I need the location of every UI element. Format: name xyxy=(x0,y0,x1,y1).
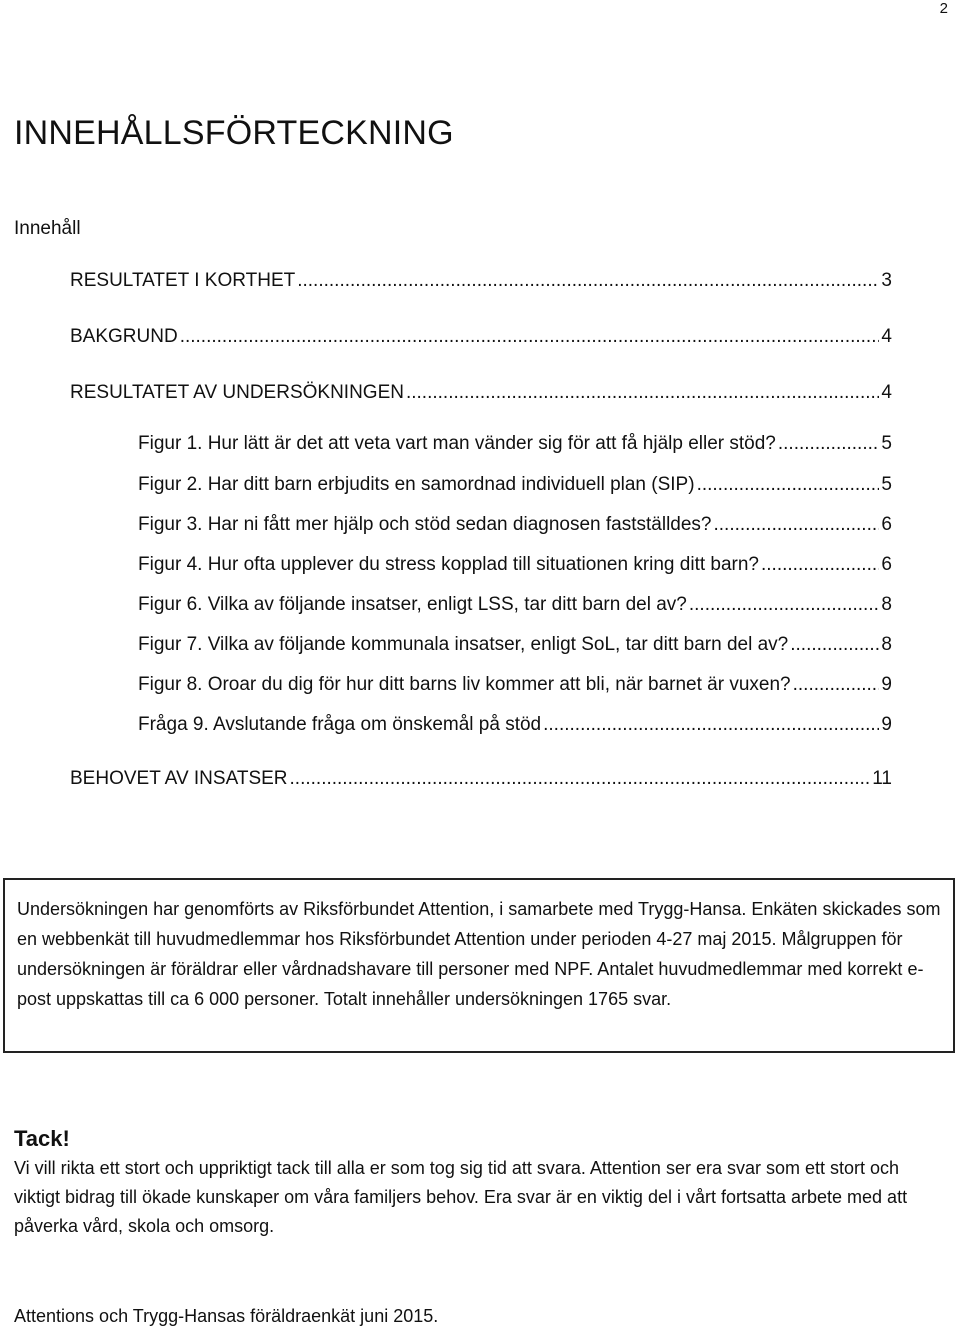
toc-entry-figur-6[interactable] xyxy=(138,594,892,616)
toc-leader xyxy=(297,270,879,292)
toc-leader xyxy=(180,326,880,348)
toc-entry-label: Figur 7. Vilka av följande kommunala insatser, enligt SoL, tar ditt barn del av? xyxy=(138,634,789,655)
thanks-paragraph: Vi vill rikta ett stort och uppriktigt tack till alla er som tog sig tid att svara. Attention ser era svar som ett stort och viktigt bidrag till ökade kunskaper om våra familjers behov. Era svar är en viktig del i vårt fortsatta arbete med att påverka vård, skola och omsorg. xyxy=(14,1158,908,1236)
toc-entry-label: BEHOVET AV INSATSER xyxy=(70,768,288,789)
toc-entry-figur-7[interactable] xyxy=(138,634,892,656)
toc-entry-page: 6 xyxy=(881,554,892,575)
toc-entry-label: RESULTATET AV UNDERSÖKNINGEN xyxy=(70,382,404,403)
toc-entry-figur-1[interactable] xyxy=(138,433,892,455)
page-title: INNEHÅLLSFÖRTECKNING xyxy=(14,114,454,152)
survey-info-box xyxy=(3,878,955,1053)
toc-leader xyxy=(689,594,880,616)
page-number: 2 xyxy=(939,0,948,17)
toc-leader xyxy=(714,514,880,536)
toc-entry-resultatet-av-undersokningen[interactable] xyxy=(70,382,892,404)
toc-entry-label: RESULTATET I KORTHET xyxy=(70,270,296,291)
toc-entry-label: Fråga 9. Avslutande fråga om önskemål på stöd xyxy=(138,714,542,735)
toc-entry-page: 11 xyxy=(872,768,892,789)
toc-entry-label: Figur 8. Oroar du dig för hur ditt barns liv kommer att bli, när barnet är vuxen? xyxy=(138,674,791,695)
survey-info-text: Undersökningen har genomförts av Riksförbundet Attention, i samarbete med Trygg-Hansa. Enkäten skickades som en webbenkät till huvudmedlemmar hos Riksförbundet Attention under perioden 4-27 maj 2015. Målgruppen för undersökningen är föräldrar eller vårdnadshavare till personer med NPF. Antalet huvudmedlemmar med korrekt e-post uppskattas till ca 6 000 personer. Totalt innehåller undersökningen 1765 svar. xyxy=(17,899,941,1009)
toc-entry-page: 5 xyxy=(881,433,892,454)
toc-entry-figur-2[interactable] xyxy=(138,474,892,496)
toc-leader xyxy=(290,768,871,790)
toc-entry-page: 4 xyxy=(881,382,892,403)
toc-entry-page: 9 xyxy=(881,674,892,695)
thanks-heading: Tack! xyxy=(14,1126,70,1151)
toc-entry-fraga-9[interactable] xyxy=(138,714,892,736)
toc-entry-label: Figur 6. Vilka av följande insatser, enligt LSS, tar ditt barn del av? xyxy=(138,594,687,615)
toc-entry-page: 6 xyxy=(881,514,892,535)
toc-entry-bakgrund[interactable] xyxy=(70,326,892,348)
toc-entry-figur-8[interactable] xyxy=(138,674,892,696)
toc-leader xyxy=(793,674,880,696)
toc-entry-label: Figur 1. Hur lätt är det att veta vart man vänder sig för att få hjälp eller stöd? xyxy=(138,433,776,454)
toc-leader xyxy=(761,554,879,576)
toc-entry-page: 8 xyxy=(881,594,892,615)
toc-leader xyxy=(790,634,879,656)
toc-leader xyxy=(406,382,879,404)
toc-entry-behovet-av-insatser[interactable] xyxy=(70,768,892,790)
toc-entry-page: 5 xyxy=(881,474,892,495)
toc-entry-page: 4 xyxy=(881,326,892,347)
toc-entry-figur-4[interactable] xyxy=(138,554,892,576)
toc-entry-label: Figur 4. Hur ofta upplever du stress kopplad till situationen kring ditt barn? xyxy=(138,554,759,575)
toc-entry-label: Figur 2. Har ditt barn erbjudits en samordnad individuell plan (SIP) xyxy=(138,474,695,495)
toc-entry-label: Figur 3. Har ni fått mer hjälp och stöd sedan diagnosen fastställdes? xyxy=(138,514,712,535)
toc-entry-resultatet-i-korthet[interactable] xyxy=(70,270,892,292)
toc-entry-page: 9 xyxy=(881,714,892,735)
footer-note: Attentions och Trygg-Hansas föräldraenkät juni 2015. xyxy=(14,1306,439,1326)
toc-heading: Innehåll xyxy=(14,218,81,239)
toc-leader xyxy=(697,474,880,496)
toc-leader xyxy=(543,714,879,736)
toc-entry-page: 8 xyxy=(881,634,892,655)
toc-entry-label: BAKGRUND xyxy=(70,326,178,347)
toc-leader xyxy=(778,433,880,455)
toc-entry-page: 3 xyxy=(881,270,892,291)
toc-entry-figur-3[interactable] xyxy=(138,514,892,536)
